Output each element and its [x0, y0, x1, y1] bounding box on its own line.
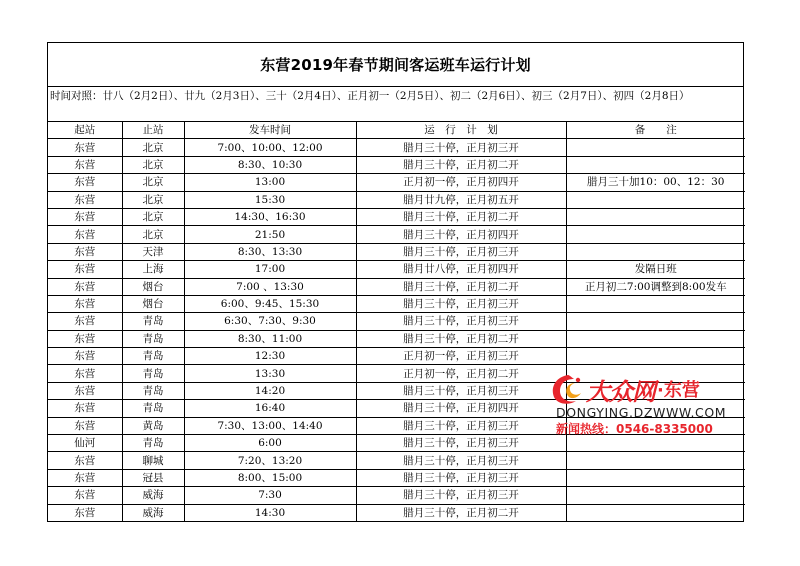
- table-row: [48, 348, 745, 365]
- table-row: [48, 261, 745, 278]
- destination-cell: 北京: [122, 191, 184, 208]
- origin-cell: 东营: [48, 278, 122, 295]
- departure-time-cell: 7:20、13:20: [184, 452, 356, 469]
- departure-time-cell: 15:30: [184, 191, 356, 208]
- table-row: [48, 452, 745, 469]
- departure-time-cell: 7:00、10:00、12:00: [184, 139, 356, 156]
- origin-cell: 东营: [48, 243, 122, 260]
- schedule-table: [48, 122, 745, 521]
- operation-plan-cell: 腊月三十停，正月初二开: [356, 504, 566, 521]
- operation-plan-cell: 正月初一停，正月初二开: [356, 365, 566, 382]
- remarks-cell: [566, 208, 745, 225]
- operation-plan-cell: 腊月廿九停，正月初五开: [356, 191, 566, 208]
- departure-time-cell: 14:20: [184, 382, 356, 399]
- destination-cell: 青岛: [122, 348, 184, 365]
- departure-time-cell: 7:30: [184, 487, 356, 504]
- destination-cell: 黄岛: [122, 417, 184, 434]
- operation-plan-cell: 腊月廿八停，正月初四开: [356, 261, 566, 278]
- origin-cell: 东营: [48, 313, 122, 330]
- destination-cell: 威海: [122, 487, 184, 504]
- destination-cell: 青岛: [122, 365, 184, 382]
- origin-cell: 东营: [48, 139, 122, 156]
- watermark: [548, 371, 758, 437]
- remarks-cell: [566, 313, 745, 330]
- origin-cell: 东营: [48, 208, 122, 225]
- departure-time-cell: 12:30: [184, 348, 356, 365]
- remarks-cell: [566, 452, 745, 469]
- watermark-city: ·东营: [657, 380, 700, 401]
- origin-cell: 东营: [48, 226, 122, 243]
- origin-cell: 东营: [48, 452, 122, 469]
- remarks-cell: 发隔日班: [566, 261, 745, 278]
- table-row: [48, 487, 745, 504]
- watermark-hotline: 新闻热线：0546-8335000: [556, 422, 713, 436]
- operation-plan-cell: 腊月三十停，正月初三开: [356, 382, 566, 399]
- destination-cell: 烟台: [122, 295, 184, 312]
- origin-cell: 东营: [48, 156, 122, 173]
- operation-plan-cell: 腊月三十停，正月初二开: [356, 278, 566, 295]
- table-row: [48, 139, 745, 156]
- column-header-origin: 起站: [48, 122, 122, 139]
- table-row: [48, 191, 745, 208]
- schedule-sheet: [47, 42, 744, 522]
- remarks-cell: [566, 243, 745, 260]
- departure-time-cell: 8:30、11:00: [184, 330, 356, 347]
- departure-time-cell: 8:00、15:00: [184, 469, 356, 486]
- destination-cell: 青岛: [122, 435, 184, 452]
- departure-time-cell: 7:30、13:00、14:40: [184, 417, 356, 434]
- table-header-row: [48, 122, 745, 139]
- operation-plan-cell: 腊月三十停，正月初二开: [356, 330, 566, 347]
- origin-cell: 东营: [48, 174, 122, 191]
- departure-time-cell: 7:00 、13:30: [184, 278, 356, 295]
- departure-time-cell: 6:00: [184, 435, 356, 452]
- remarks-cell: [566, 139, 745, 156]
- departure-time-cell: 14:30、16:30: [184, 208, 356, 225]
- column-header-remarks: 备 注: [566, 122, 745, 139]
- destination-cell: 威海: [122, 504, 184, 521]
- origin-cell: 东营: [48, 330, 122, 347]
- column-header-destination: 止站: [122, 122, 184, 139]
- table-row: [48, 435, 745, 452]
- destination-cell: 青岛: [122, 382, 184, 399]
- remarks-cell: 腊月三十加10：00、12：30: [566, 174, 745, 191]
- remarks-cell: [566, 295, 745, 312]
- operation-plan-cell: 腊月三十停，正月初四开: [356, 400, 566, 417]
- destination-cell: 青岛: [122, 400, 184, 417]
- watermark-brand: 大众网: [586, 377, 655, 406]
- destination-cell: 北京: [122, 174, 184, 191]
- departure-time-cell: 17:00: [184, 261, 356, 278]
- remarks-cell: 正月初二7:00调整到8:00发车: [566, 278, 745, 295]
- title-row: [48, 43, 743, 87]
- column-header-operation-plan: 运 行 计 划: [356, 122, 566, 139]
- departure-time-cell: 8:30、10:30: [184, 156, 356, 173]
- departure-time-cell: 8:30、13:30: [184, 243, 356, 260]
- table-row: [48, 174, 745, 191]
- departure-time-cell: 13:30: [184, 365, 356, 382]
- operation-plan-cell: 腊月三十停，正月初四开: [356, 226, 566, 243]
- operation-plan-cell: 腊月三十停，正月初三开: [356, 243, 566, 260]
- date-reference-note: 时间对照：廿八（2月2日）、廿九（2月3日）、三十（2月4日）、正月初一（2月5日）、初二（2月6日）、初三（2月7日）、初四（2月8日）: [48, 87, 743, 122]
- departure-time-cell: 14:30: [184, 504, 356, 521]
- origin-cell: 东营: [48, 487, 122, 504]
- departure-time-cell: 21:50: [184, 226, 356, 243]
- table-row: [48, 313, 745, 330]
- destination-cell: 冠县: [122, 469, 184, 486]
- table-row: [48, 278, 745, 295]
- flame-swirl-icon: [548, 371, 588, 407]
- operation-plan-cell: 腊月三十停，正月初三开: [356, 139, 566, 156]
- table-body: [48, 139, 745, 521]
- departure-time-cell: 6:00、9:45、15:30: [184, 295, 356, 312]
- origin-cell: 仙河: [48, 435, 122, 452]
- operation-plan-cell: 正月初一停，正月初四开: [356, 174, 566, 191]
- destination-cell: 北京: [122, 156, 184, 173]
- table-row: [48, 156, 745, 173]
- column-header-departure-time: 发车时间: [184, 122, 356, 139]
- destination-cell: 北京: [122, 208, 184, 225]
- table-row: [48, 295, 745, 312]
- origin-cell: 东营: [48, 382, 122, 399]
- origin-cell: 东营: [48, 348, 122, 365]
- operation-plan-cell: 腊月三十停，正月初二开: [356, 156, 566, 173]
- operation-plan-cell: 腊月三十停，正月初三开: [356, 487, 566, 504]
- page-title: 东营2019年春节期间客运班车运行计划: [260, 56, 531, 74]
- operation-plan-cell: 腊月三十停，正月初三开: [356, 452, 566, 469]
- origin-cell: 东营: [48, 504, 122, 521]
- destination-cell: 北京: [122, 139, 184, 156]
- table-row: [48, 330, 745, 347]
- operation-plan-cell: 腊月三十停，正月初三开: [356, 417, 566, 434]
- watermark-logo: [548, 371, 700, 407]
- remarks-cell: [566, 330, 745, 347]
- remarks-cell: [566, 191, 745, 208]
- destination-cell: 青岛: [122, 313, 184, 330]
- table-row: [48, 208, 745, 225]
- watermark-url: DONGYING.DZWWW.COM: [556, 405, 727, 420]
- destination-cell: 天津: [122, 243, 184, 260]
- operation-plan-cell: 腊月三十停，正月初三开: [356, 295, 566, 312]
- remarks-cell: [566, 435, 745, 452]
- operation-plan-cell: 腊月三十停，正月初二开: [356, 208, 566, 225]
- origin-cell: 东营: [48, 261, 122, 278]
- origin-cell: 东营: [48, 191, 122, 208]
- origin-cell: 东营: [48, 417, 122, 434]
- remarks-cell: [566, 469, 745, 486]
- remarks-cell: [566, 226, 745, 243]
- destination-cell: 北京: [122, 226, 184, 243]
- operation-plan-cell: 腊月三十停，正月初三开: [356, 313, 566, 330]
- origin-cell: 东营: [48, 400, 122, 417]
- departure-time-cell: 16:40: [184, 400, 356, 417]
- destination-cell: 烟台: [122, 278, 184, 295]
- table-row: [48, 469, 745, 486]
- remarks-cell: [566, 504, 745, 521]
- table-row: [48, 504, 745, 521]
- destination-cell: 上海: [122, 261, 184, 278]
- table-row: [48, 243, 745, 260]
- operation-plan-cell: 腊月三十停，正月初三开: [356, 435, 566, 452]
- origin-cell: 东营: [48, 295, 122, 312]
- remarks-cell: [566, 348, 745, 365]
- origin-cell: 东营: [48, 365, 122, 382]
- departure-time-cell: 13:00: [184, 174, 356, 191]
- operation-plan-cell: 正月初一停，正月初三开: [356, 348, 566, 365]
- table-row: [48, 226, 745, 243]
- origin-cell: 东营: [48, 469, 122, 486]
- operation-plan-cell: 腊月三十停，正月初三开: [356, 469, 566, 486]
- destination-cell: 聊城: [122, 452, 184, 469]
- departure-time-cell: 6:30、7:30、9:30: [184, 313, 356, 330]
- destination-cell: 青岛: [122, 330, 184, 347]
- remarks-cell: [566, 487, 745, 504]
- remarks-cell: [566, 156, 745, 173]
